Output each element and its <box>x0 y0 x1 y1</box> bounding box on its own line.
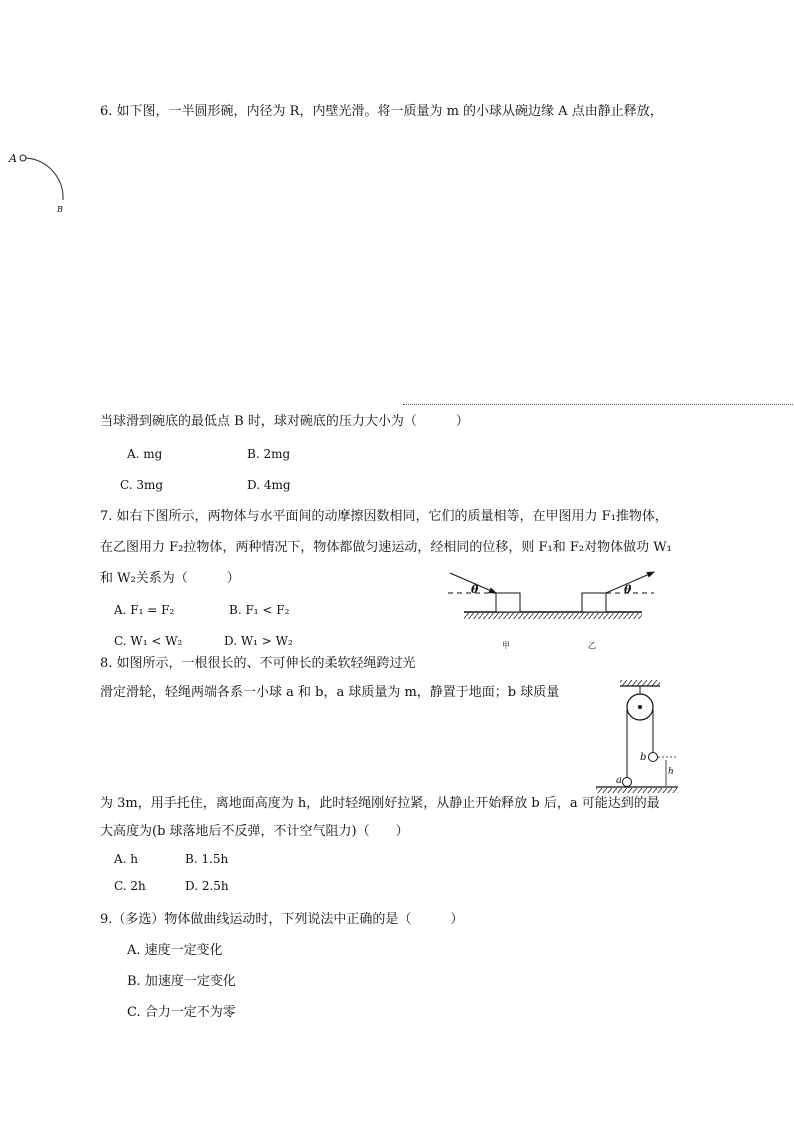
q7-line3: 和 W₂关系为（ ） <box>100 571 240 586</box>
q8-option-c: C. 2h <box>114 879 146 893</box>
q6-stem: 6. 如下图，一半圆形碗，内径为 R，内壁光滑。将一质量为 m 的小球从碗边缘 A 点由静止释放， <box>100 104 663 119</box>
q9-stem: 9.（多选）物体做曲线运动时，下列说法中正确的是（ ） <box>100 912 464 927</box>
q8-ball-a-icon <box>623 778 632 787</box>
q7-line1: 7. 如右下图所示，两物体与水平面间的动摩擦因数相同，它们的质量相等，在甲图用力 F₁推物体， <box>100 509 668 524</box>
q6-option-b: B. 2mg <box>247 447 291 461</box>
q8-line1: 8. 如图所示，一根很长的、不可伸长的柔软轻绳跨过光 <box>100 656 416 671</box>
q9-option-b: B. 加速度一定变化 <box>127 974 236 989</box>
q8-label-a: a <box>616 775 622 786</box>
q8-ball-b-icon <box>649 753 658 762</box>
q6-bowl-figure <box>15 152 75 212</box>
q7-theta-right: θ <box>624 583 632 596</box>
q8-ceiling-hatch <box>620 680 660 686</box>
q8-line2: 滑定滑轮，轻绳两端各系一小球 a 和 b，a 球质量为 m，静置于地面；b 球质量 <box>100 685 560 700</box>
q7-block-yi <box>582 593 606 612</box>
q9-option-c: C. 合力一定不为零 <box>127 1005 236 1020</box>
q8-option-a: A. h <box>114 852 139 866</box>
q6-option-c: C. 3mg <box>120 478 164 492</box>
q7-label-yi: 乙 <box>588 641 596 650</box>
q7-option-c: C. W₁ < W₂ <box>114 634 183 648</box>
q6-label-b: B <box>57 205 63 214</box>
q6-option-d: D. 4mg <box>247 478 291 492</box>
q6-option-a: A. mg <box>127 447 163 461</box>
q7-force-figure <box>446 568 666 628</box>
q8-line3: 为 3m，用手托住，离地面高度为 h，此时轻绳刚好拉紧，从静止开始释放 b 后，a 可能达到的最 <box>100 796 660 811</box>
q8-label-h: h <box>668 767 674 777</box>
q7-option-a: A. F₁ = F₂ <box>114 603 175 617</box>
q8-line4: 大高度为(b 球落地后不反弹，不计空气阻力)（ ） <box>100 824 409 839</box>
q7-option-d: D. W₁ > W₂ <box>224 634 293 648</box>
q7-block-jia <box>496 593 520 612</box>
q8-label-b: b <box>640 752 647 763</box>
q8-option-d: D. 2.5h <box>185 879 229 893</box>
q7-label-jia: 甲 <box>502 641 510 650</box>
q7-option-b: B. F₁ < F₂ <box>229 603 290 617</box>
page-divider <box>403 404 793 405</box>
q7-ground-hatch <box>464 613 642 619</box>
q8-ground-hatch <box>596 788 678 793</box>
q7-theta-left: θ <box>471 583 479 596</box>
q6-ball-icon <box>20 155 26 161</box>
q8-option-b: B. 1.5h <box>185 852 229 866</box>
q6-label-a: A <box>9 152 17 165</box>
q7-line2: 在乙图用力 F₂拉物体，两种情况下，物体都做匀速运动，经相同的位移，则 F₁和 F₂对物体做功 W₁ <box>100 540 672 555</box>
q6-bowl-arc <box>26 158 63 200</box>
q9-option-a: A. 速度一定变化 <box>127 943 223 958</box>
q6-stem-cont: 当球滑到碗底的最低点 B 时，球对碗底的压力大小为（ ） <box>100 414 469 429</box>
